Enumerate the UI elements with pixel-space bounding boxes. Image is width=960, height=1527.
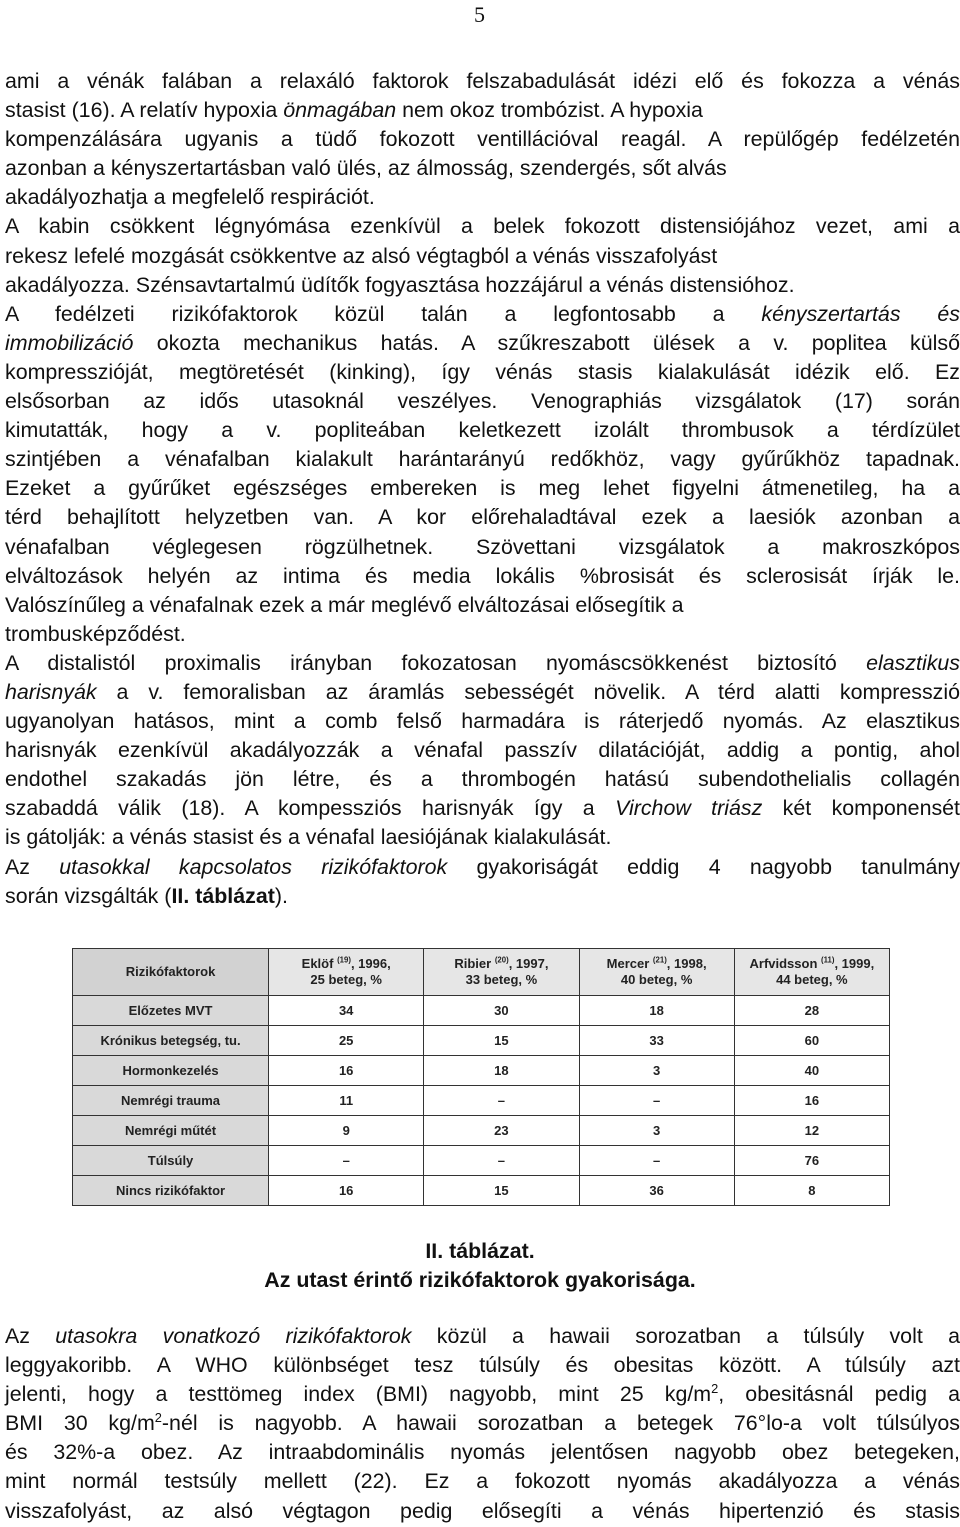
table-row (73, 1116, 890, 1146)
text-segment: térd behajlított helyzetben van. A kor előrehaladtával ezek a laesiók azonban a (5, 505, 960, 530)
text-line (5, 853, 960, 882)
text-line (5, 183, 960, 212)
italic-text: utasokra vonatkozó rizikófaktorok (55, 1324, 412, 1348)
table-caption-number: II. táblázat. (425, 1239, 535, 1263)
text-line (5, 765, 960, 794)
text-line (5, 882, 960, 911)
italic-text: utasokkal kapcsolatos rizikófaktorok (59, 854, 448, 879)
header-study (424, 949, 579, 996)
text-line (5, 823, 960, 852)
text-segment: nem okoz trombózist. A hypoxia (396, 98, 703, 123)
text-segment: A kabin csökkent légnyómása ezenkívül a belek fokozott distensiójához vezet, ami a (5, 214, 960, 239)
text-segment: során vizsgálták ( (5, 883, 172, 908)
table-body (73, 996, 890, 1206)
text-segment: , obesitásnál pedig a (718, 1382, 960, 1407)
text-segment: akadályozza. Szénsavtartalmú üdítők fogyasztása hozzájárul a vénás distensióhoz. (5, 272, 795, 297)
text-segment: szabaddá válik (18). A kompessziós harisnyák így a (5, 796, 616, 821)
table-cell: 33 (579, 1026, 734, 1056)
text-segment: kimutatták, hogy a v. popliteában keletkezett izolált thrombusok a térdízület (5, 418, 960, 443)
text-line (5, 1409, 960, 1438)
italic-text: immobilizáció (5, 330, 134, 355)
text-line (5, 1322, 960, 1351)
text-segment: két komponensét (762, 796, 960, 821)
body-paragraph-1 (5, 67, 960, 911)
text-segment: Valószínűleg a vénafalnak ezek a már meglévő elváltozásai elősegítik a (5, 592, 684, 617)
italic-text: kényszertartás és (761, 301, 960, 326)
header-patient-count: 25 beteg, % (310, 972, 382, 987)
table-cell: 25 (269, 1026, 424, 1056)
row-label: Hormonkezelés (73, 1056, 269, 1086)
text-line (5, 649, 960, 678)
text-segment: okozta mechanikus hatás. A szűkreszabott ülések a v. poplitea külső (133, 330, 960, 355)
table-row (73, 1086, 890, 1116)
text-line (5, 445, 960, 474)
header-year: , 1998, (666, 956, 707, 971)
text-segment: jelenti, hogy a testtömeg index (BMI) nagyobb, mint 25 kg/m (5, 1382, 712, 1407)
header-year: , 1996, (350, 956, 391, 971)
text-line (5, 271, 960, 300)
text-line (5, 358, 960, 387)
table-cell: 16 (734, 1086, 889, 1116)
risk-factor-table (72, 948, 890, 1206)
row-label: Nemrégi műtét (73, 1116, 269, 1146)
header-name: Rizikófaktorok (125, 964, 216, 979)
row-label: Túlsúly (73, 1146, 269, 1176)
table-cell: 15 (424, 1176, 579, 1206)
italic-text: Virchow triász (615, 796, 763, 821)
header-year: , 1997, (508, 956, 549, 971)
text-segment: a v. femoralisban az áramlás sebességét növelik. A térd alatti kompresszió (96, 679, 960, 704)
text-line (5, 678, 960, 707)
italic-text: önmagában (283, 98, 397, 123)
text-segment: BMI 30 kg/m (5, 1411, 155, 1436)
row-label: Előzetes MVT (73, 996, 269, 1026)
table-cell: 76 (734, 1146, 889, 1176)
header-study (734, 949, 889, 996)
text-line (5, 96, 960, 125)
table-cell: – (579, 1146, 734, 1176)
text-segment: A distalistól proximalis irányban fokozatosan nyomáscsökkenést biztosító (5, 650, 867, 675)
reference-number: (20) (494, 955, 509, 965)
table-cell: 9 (269, 1116, 424, 1146)
text-segment: azonban a kényszertartásban való ülés, az álmosság, szendergés, sőt alvás (5, 156, 727, 181)
header-patient-count: 33 beteg, % (465, 972, 538, 987)
text-line (5, 591, 960, 620)
text-line (5, 1497, 960, 1526)
text-line (5, 67, 960, 96)
text-line (5, 474, 960, 503)
header-study (269, 949, 424, 996)
text-line (5, 416, 960, 445)
text-line (5, 212, 960, 241)
text-segment: Az (5, 854, 60, 879)
row-label: Krónikus betegség, tu. (73, 1026, 269, 1056)
header-name: Ribier (454, 956, 495, 971)
table-header-row (73, 949, 890, 996)
table-cell: 16 (269, 1056, 424, 1086)
superscript: 2 (711, 1381, 719, 1397)
text-line (5, 125, 960, 154)
table-header (73, 949, 890, 996)
text-segment: ). (274, 883, 288, 908)
text-segment: -nél is nagyobb. A hawaii sorozatban a betegek 76°lo-a volt túlsúlyos (161, 1411, 960, 1436)
text-segment: endothel szakadás jön létre, és a thrombogén hatású subendothelialis collagén (5, 767, 960, 792)
table-cell: 60 (734, 1026, 889, 1056)
table-row (73, 1176, 890, 1206)
table-row (73, 996, 890, 1026)
text-segment: és 32%-a obez. Az intraabdominális nyomás jelentősen nagyobb obez betegeken, (5, 1440, 960, 1465)
reference-number: (19) (337, 955, 351, 965)
table-cell: 36 (579, 1176, 734, 1206)
table-row (73, 1026, 890, 1056)
reference-number: (11) (821, 955, 835, 965)
text-line (5, 707, 960, 736)
text-line (5, 794, 960, 823)
table-cell: 30 (424, 996, 579, 1026)
text-segment: akadályozhatja a megfelelő respirációt. (5, 185, 375, 210)
table-cell: 40 (734, 1056, 889, 1086)
header-patient-count: 40 beteg, % (620, 972, 693, 987)
text-line (5, 242, 960, 271)
text-segment: közül a hawaii sorozatban a túlsúly volt a (411, 1324, 960, 1348)
body-paragraph-2 (5, 1322, 960, 1526)
text-line (5, 533, 960, 562)
superscript: 2 (154, 1410, 162, 1426)
text-segment: mint normál testsúly mellett (22). Ez a fokozott nyomás akadályozza a vénás (5, 1469, 960, 1494)
table-cell: 3 (579, 1056, 734, 1086)
header-name: Arfvidsson (749, 956, 822, 971)
text-line (5, 736, 960, 765)
text-line (5, 1351, 960, 1380)
table-cell: – (579, 1086, 734, 1116)
text-segment: harisnyák ezenkívül akadályozzák a vénafal passzív dilatációját, addig a pontig, ahol (5, 738, 960, 763)
text-segment: is gátolják: a vénás stasist és a vénafal laesiójának kialakulását. (5, 825, 612, 850)
table-cell: 23 (424, 1116, 579, 1146)
text-segment: elváltozások helyén az intima és media lokális %brosisát és sclerosisát írják le. (5, 563, 960, 588)
bold-text: II. táblázat (171, 883, 275, 908)
text-line (5, 329, 960, 358)
text-line (5, 300, 960, 329)
table-cell: 34 (269, 996, 424, 1026)
text-segment: leggyakoribb. A WHO különbséget tesz túlsúly és obesitas között. A túlsúly azt (5, 1353, 960, 1378)
table-cell: 3 (579, 1116, 734, 1146)
risk-factor-table-container (72, 948, 890, 1206)
header-patient-count: 44 beteg, % (776, 972, 848, 987)
header-year: , 1999, (834, 956, 875, 971)
table-cell: 12 (734, 1116, 889, 1146)
italic-text: harisnyák (5, 679, 97, 704)
text-segment: kompresszióját, megtöretését (kinking), így vénás stasis kialakulását idézik elő. Ez (5, 359, 960, 384)
text-segment: visszafolyást, az alsó végtagon pedig elősegíti a vénás hipertenzió és stasis (5, 1498, 960, 1523)
table-cell: 18 (424, 1056, 579, 1086)
text-segment: Az (5, 1324, 56, 1348)
table-row (73, 1056, 890, 1086)
text-segment: vénafalban véglegesen rögzülhetnek. Szövettani vizsgálatok a makroszkópos (5, 534, 960, 559)
table-cell: 16 (269, 1176, 424, 1206)
table-cell: – (269, 1146, 424, 1176)
header-name: Eklöf (301, 956, 338, 971)
text-segment: ugyanolyan hatásos, mint a comb felső harmadára is ráterjedő nyomás. Az elasztikus (5, 709, 960, 734)
italic-text: elasztikus (866, 650, 960, 675)
text-line (5, 620, 960, 649)
text-segment: gyakoriságát eddig 4 nagyobb tanulmány (447, 854, 960, 879)
header-study (579, 949, 734, 996)
text-segment: ami a vénák falában a relaxáló faktorok felszabadulását idézi elő és fokozza a vénás (5, 69, 960, 93)
table-caption-title: Az utast érintő rizikófaktorok gyakorisága. (264, 1268, 696, 1292)
text-segment: A fedélzeti rizikófaktorok közül talán a legfontosabb a (5, 301, 762, 326)
table-cell: – (424, 1086, 579, 1116)
text-segment: stasist (16). A relatív hypoxia (5, 98, 284, 123)
table-cell: 28 (734, 996, 889, 1026)
reference-number: (21) (652, 955, 667, 965)
text-line (5, 1467, 960, 1496)
text-segment: Ezeket a gyűrűket egészséges embereken is meg lehet figyelni átmenetileg, ha a (5, 476, 960, 501)
text-line (5, 1380, 960, 1409)
table-cell: 15 (424, 1026, 579, 1056)
header-risk-factors (73, 949, 269, 996)
text-line (5, 562, 960, 591)
table-row (73, 1146, 890, 1176)
text-segment: szintjében a vénafalban kialakult harántarányú redőkhöz, vagy gyűrűkhöz tapadnak. (5, 447, 960, 472)
table-cell: 18 (579, 996, 734, 1026)
row-label: Nemrégi trauma (73, 1086, 269, 1116)
text-segment: kompenzálására ugyanis a tüdő fokozott ventillációval reagál. A repülőgép fedélzetén (5, 127, 960, 152)
text-segment: elsősorban az idős utasoknál veszélyes. Venographiás vizsgálatok (17) során (5, 389, 960, 414)
page-number: 5 (474, 2, 485, 27)
text-segment: trombusképződést. (5, 621, 186, 646)
table-cell: 11 (269, 1086, 424, 1116)
text-line (5, 503, 960, 532)
text-line (5, 1438, 960, 1467)
text-line (5, 154, 960, 183)
text-line (5, 387, 960, 416)
table-cell: 8 (734, 1176, 889, 1206)
text-segment: rekesz lefelé mozgását csökkentve az alsó végtagból a vénás visszafolyást (5, 243, 718, 268)
header-name: Mercer (606, 956, 653, 971)
row-label: Nincs rizikófaktor (73, 1176, 269, 1206)
table-cell: – (424, 1146, 579, 1176)
